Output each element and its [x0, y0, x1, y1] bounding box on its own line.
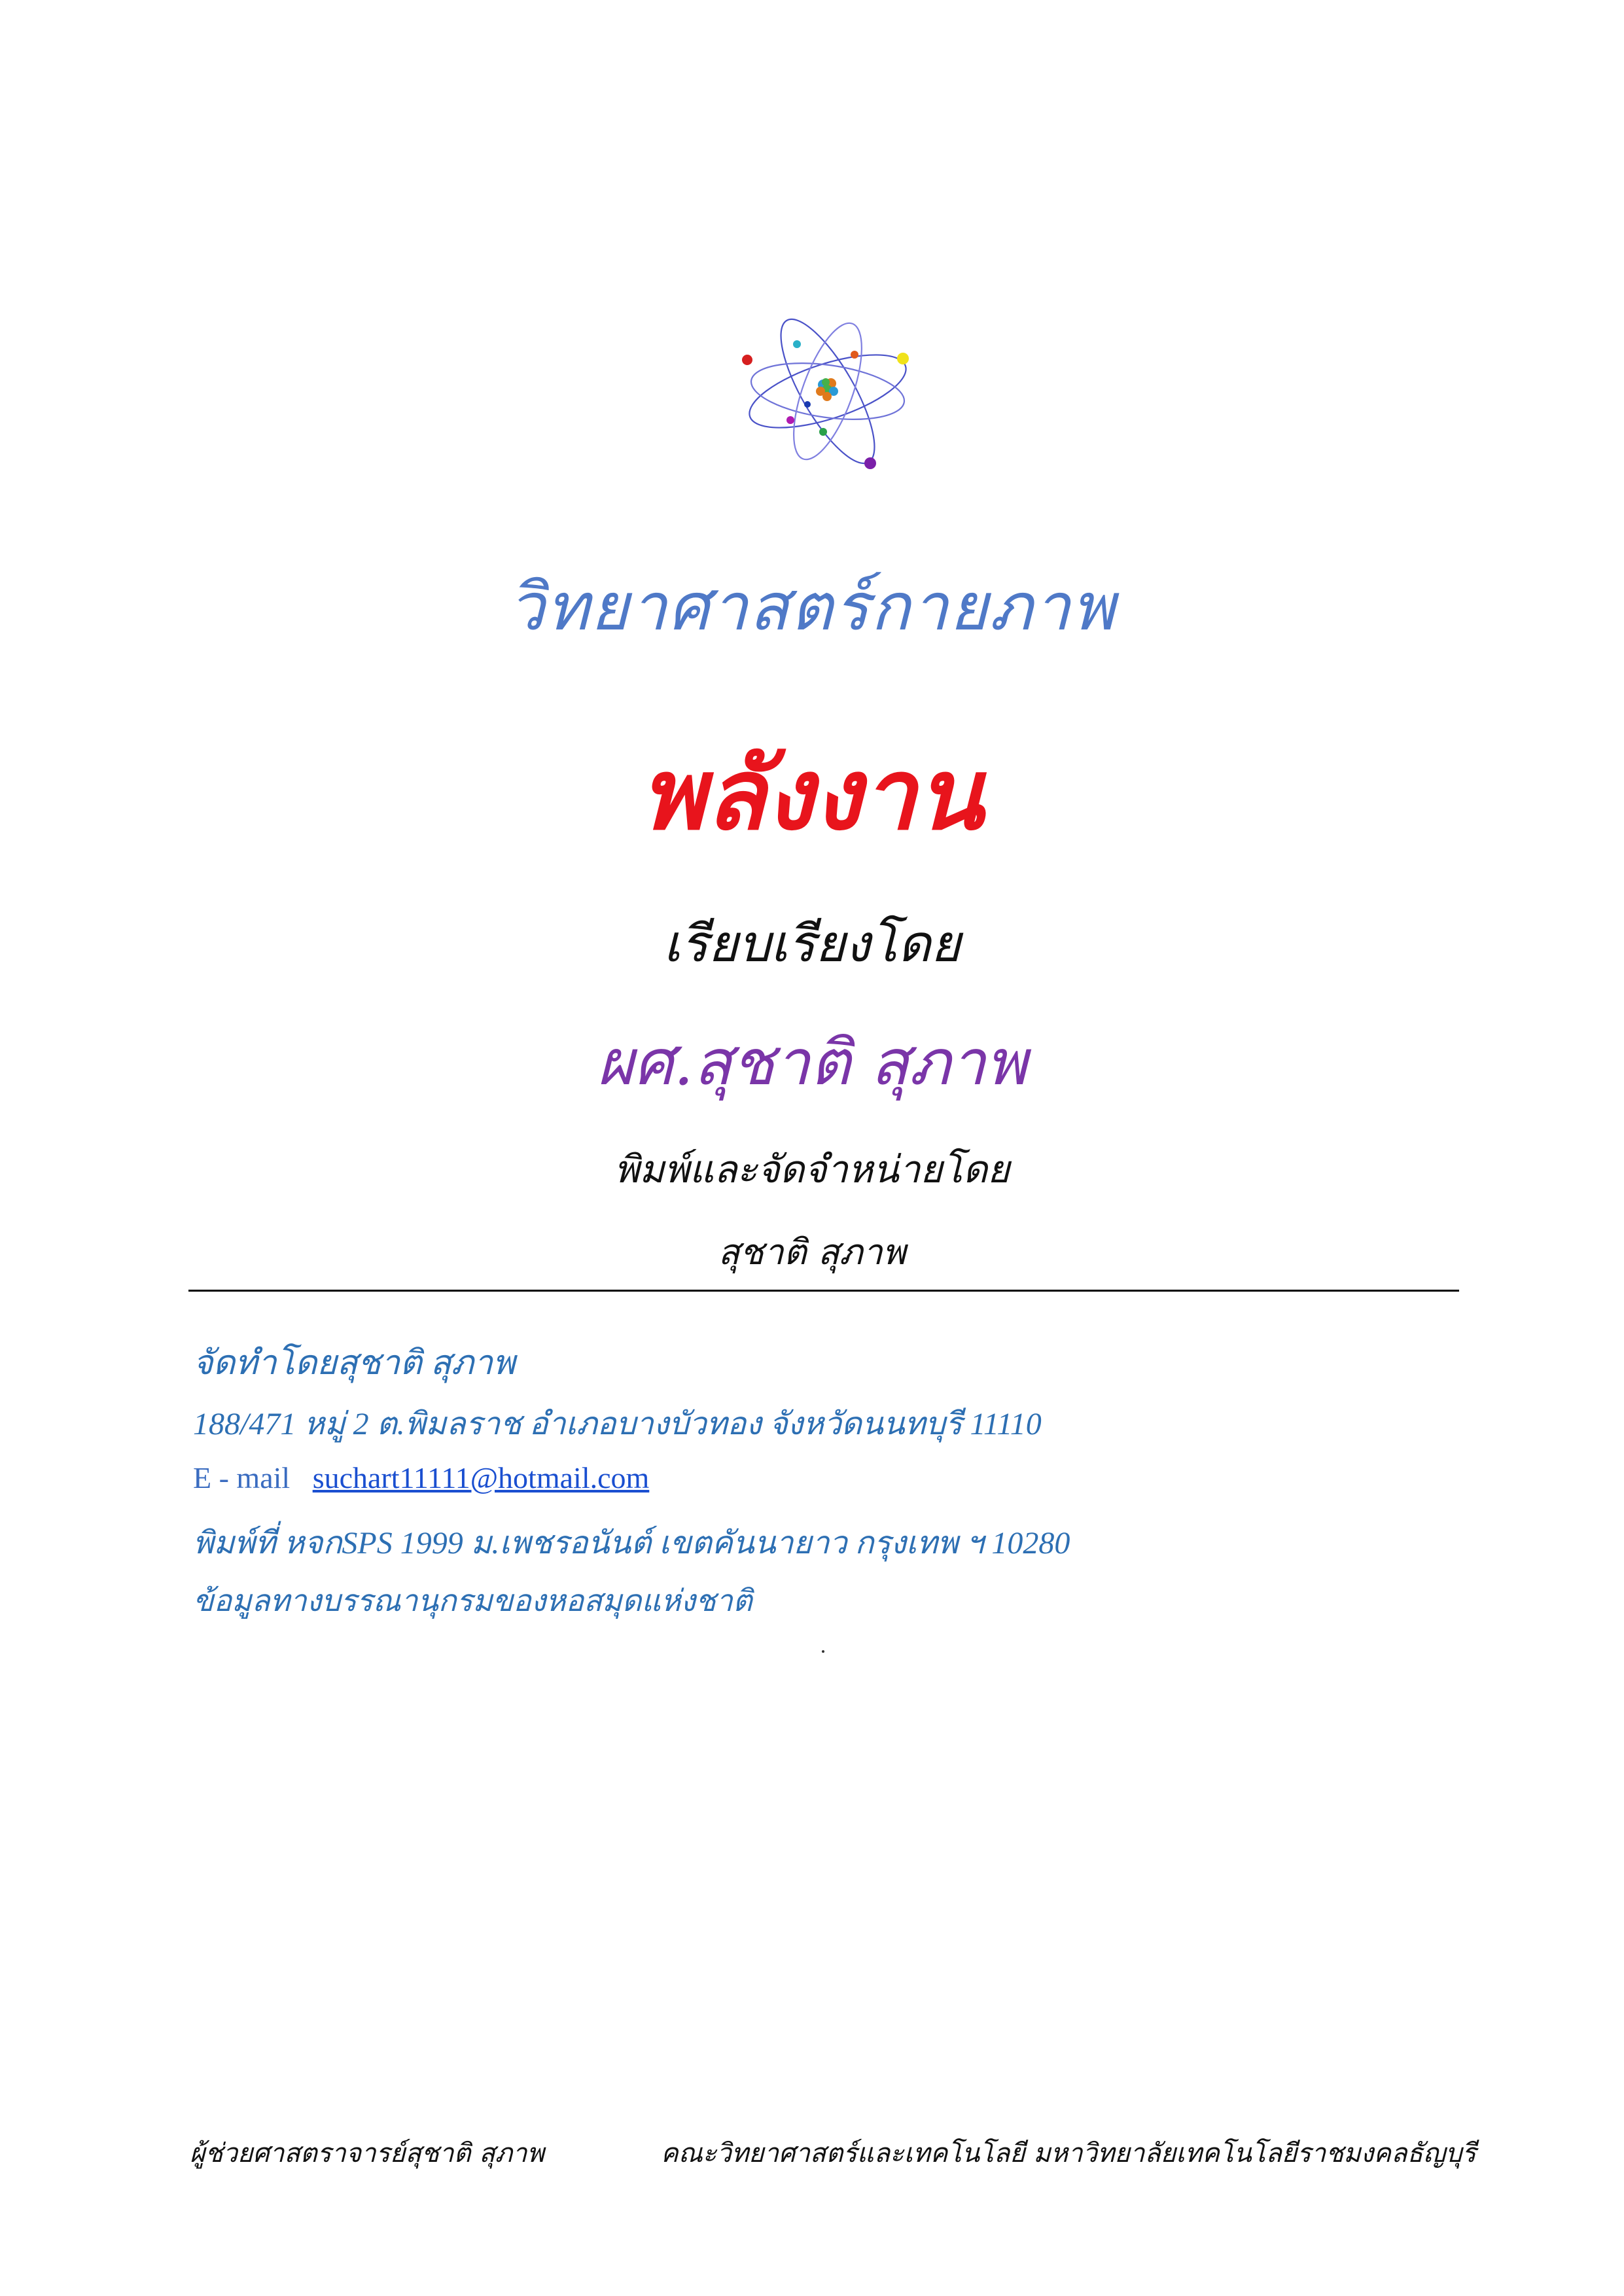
subject-title: วิทยาศาสตร์กายภาพ — [508, 569, 1116, 645]
info-email-line — [193, 1460, 649, 1495]
info-made-by: จัดทำโดยสุชาติ สุภาพ — [193, 1345, 516, 1382]
author-name: ผศ.สุชาติ สุภาพ — [597, 1026, 1027, 1099]
email-label: E - mail — [193, 1461, 291, 1494]
footer-right: คณะวิทยาศาสตร์และเทคโนโลยี มหาวิทยาลัยเทคโนโลยีราชมงคลธัญบุรี — [661, 2138, 1476, 2168]
footer-left: ผู้ช่วยศาสตราจารย์สุชาติ สุภาพ — [190, 2138, 544, 2168]
compiled-by-label: เรียบเรียงโดย — [663, 915, 961, 974]
divider-line — [188, 1290, 1459, 1292]
info-print-line: พิมพ์ที่ หจกSPS 1999 ม.เพชรอนันต์ เขตคันนายาว กรุงเทพ ฯ 10280 — [193, 1526, 1070, 1561]
atom-icon — [739, 301, 916, 484]
dot-mark — [822, 1650, 824, 1653]
info-catalog: ข้อมูลทางบรรณานุกรมของหอสมุดแห่งชาติ — [193, 1584, 752, 1617]
email-link[interactable]: suchart11111@hotmail.com — [312, 1461, 650, 1494]
publisher-label: พิมพ์และจัดจำหน่ายโดย — [614, 1147, 1010, 1192]
publisher-name: สุชาติ สุภาพ — [718, 1231, 906, 1273]
topic-title: พลังงาน — [640, 737, 984, 852]
info-address: 188/471 หมู่ 2 ต.พิมลราช อำเภอบางบัวทอง จังหวัดนนทบุรี 11110 — [193, 1407, 1042, 1441]
